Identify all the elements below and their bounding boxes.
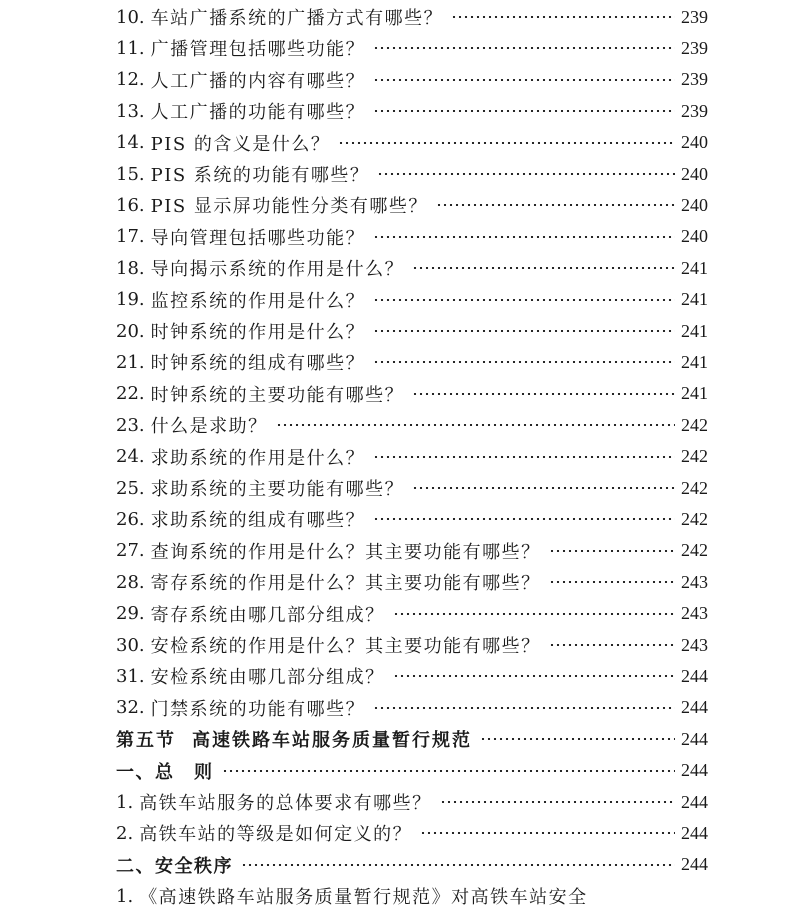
toc-entry-title: 高铁车站服务的总体要求有哪些？ bbox=[139, 793, 432, 814]
toc-entry bbox=[116, 536, 708, 566]
toc-page-number: 239 bbox=[681, 69, 708, 90]
toc-entry-number: 11. bbox=[116, 37, 145, 59]
dot-leader bbox=[276, 424, 675, 426]
toc-entry-number: 29. bbox=[116, 603, 145, 625]
toc-page-number: 244 bbox=[681, 822, 708, 843]
toc-entry-number: 24. bbox=[116, 446, 145, 468]
dot-leader bbox=[373, 707, 675, 709]
toc-entry-title: 车站广播系统的广播方式有哪些？ bbox=[150, 8, 444, 29]
toc-entry-number: 27. bbox=[116, 540, 145, 562]
toc-entry bbox=[116, 473, 708, 503]
toc-entry-title: 高速铁路车站服务质量暂行规范 bbox=[192, 730, 472, 752]
toc-entry-number: 15. bbox=[116, 163, 145, 185]
toc-entry-title: 时钟系统的组成有哪些？ bbox=[150, 353, 366, 375]
toc-entry-number: 1. bbox=[116, 791, 134, 813]
toc-page-number: 241 bbox=[681, 320, 708, 341]
toc-page-number: 242 bbox=[681, 446, 708, 467]
toc-page-number: 241 bbox=[681, 351, 708, 372]
dot-leader bbox=[412, 267, 675, 269]
toc-entry-title: 人工广播的功能有哪些？ bbox=[150, 102, 366, 124]
toc-entry-number: 26. bbox=[116, 508, 145, 530]
toc-entry bbox=[116, 96, 708, 126]
dot-leader bbox=[373, 299, 675, 301]
dot-leader bbox=[549, 644, 675, 646]
toc-entry-title: 时钟系统的作用是什么？ bbox=[150, 322, 366, 343]
toc-entry-title: 门禁系统的功能有哪些？ bbox=[150, 698, 366, 720]
toc-entry bbox=[116, 379, 708, 409]
toc-entry-number: 20. bbox=[116, 320, 145, 342]
toc-entry-title: 监控系统的作用是什么？ bbox=[150, 290, 366, 312]
toc-entry-number: 14. bbox=[116, 132, 145, 154]
toc-entry-number: 25. bbox=[116, 477, 145, 499]
dot-leader bbox=[440, 801, 675, 803]
toc-subsection-heading bbox=[116, 850, 708, 880]
toc-entry-number: 17. bbox=[116, 226, 145, 248]
toc-page-number: 241 bbox=[681, 289, 708, 310]
dot-leader bbox=[480, 738, 675, 740]
toc-entry bbox=[116, 818, 708, 848]
toc-entry-title: PIS 系统的功能有哪些？ bbox=[150, 165, 370, 186]
toc-entry-title: 二、安全秩序 bbox=[116, 855, 233, 877]
toc-entry-title: 导向揭示系统的作用是什么？ bbox=[150, 259, 405, 281]
toc-page-number: 240 bbox=[681, 194, 708, 215]
toc-entry-number: 30. bbox=[116, 634, 145, 656]
toc-entry bbox=[116, 253, 708, 283]
toc-entry-number: 31. bbox=[116, 665, 145, 687]
dot-leader bbox=[373, 518, 675, 520]
toc-page-number: 244 bbox=[681, 760, 708, 781]
toc-entry-title: 时钟系统的主要功能有哪些？ bbox=[150, 384, 405, 406]
toc-entry bbox=[116, 442, 708, 472]
toc-entry-title: 寄存系统由哪几部分组成？ bbox=[150, 604, 385, 626]
toc-entry-number: 1. bbox=[116, 885, 134, 907]
toc-entry-number: 第五节 bbox=[116, 730, 176, 752]
toc-entry-title: 寄存系统的作用是什么？其主要功能有哪些？ bbox=[150, 573, 541, 595]
toc-page-number: 242 bbox=[681, 540, 708, 561]
toc-entry bbox=[116, 222, 708, 252]
toc-page-number: 241 bbox=[681, 257, 708, 278]
toc-page-number: 239 bbox=[681, 100, 708, 121]
toc-entry bbox=[116, 316, 708, 346]
toc-entry bbox=[116, 33, 708, 63]
toc-page-number: 242 bbox=[681, 477, 708, 498]
toc-entry-number: 22. bbox=[116, 383, 145, 405]
toc-entry bbox=[116, 504, 708, 534]
dot-leader bbox=[393, 675, 675, 677]
toc-page-number: 239 bbox=[681, 6, 708, 27]
toc-entry-title: 安检系统的作用是什么？其主要功能有哪些？ bbox=[150, 636, 541, 657]
toc-entry bbox=[116, 881, 708, 911]
toc-entry bbox=[116, 693, 708, 723]
dot-leader bbox=[373, 456, 675, 458]
toc-entry bbox=[116, 285, 708, 315]
toc-page-number: 244 bbox=[681, 665, 708, 686]
dot-leader bbox=[338, 142, 675, 144]
toc-page-number: 244 bbox=[681, 791, 708, 812]
dot-leader bbox=[412, 487, 675, 489]
toc-entry bbox=[116, 2, 708, 32]
toc-entry-number: 19. bbox=[116, 289, 145, 311]
dot-leader bbox=[373, 47, 675, 49]
toc-entry bbox=[116, 347, 708, 377]
toc-page-number: 243 bbox=[681, 571, 708, 592]
toc-entry-title: 查询系统的作用是什么？其主要功能有哪些？ bbox=[150, 541, 541, 563]
dot-leader bbox=[549, 581, 675, 583]
toc-page-number: 242 bbox=[681, 414, 708, 435]
toc-entry-number: 13. bbox=[116, 100, 145, 122]
toc-entry-title: 一、总 则 bbox=[116, 761, 214, 783]
toc-entry-title: 求助系统的主要功能有哪些？ bbox=[150, 479, 405, 500]
toc-page-number: 244 bbox=[681, 728, 708, 749]
toc-entry-title: 什么是求助？ bbox=[150, 416, 268, 438]
toc-entry-title: PIS 显示屏功能性分类有哪些？ bbox=[150, 196, 428, 218]
toc-page-number: 242 bbox=[681, 508, 708, 529]
toc-page-number: 243 bbox=[681, 634, 708, 655]
toc-entry-title: 求助系统的组成有哪些？ bbox=[150, 510, 366, 532]
toc-entry bbox=[116, 599, 708, 629]
dot-leader bbox=[373, 79, 675, 81]
toc-entry-title: 《高速铁路车站服务质量暂行规范》对高铁车站安全 bbox=[139, 887, 588, 909]
dot-leader bbox=[412, 393, 675, 395]
dot-leader bbox=[451, 16, 675, 18]
dot-leader bbox=[241, 864, 675, 866]
toc-entry-number: 18. bbox=[116, 257, 145, 279]
toc-entry bbox=[116, 661, 708, 691]
toc-page-number: 240 bbox=[681, 163, 708, 184]
toc-entry bbox=[116, 410, 708, 440]
dot-leader bbox=[436, 204, 675, 206]
toc-entry-title: 人工广播的内容有哪些？ bbox=[150, 70, 366, 92]
toc-entry bbox=[116, 630, 708, 660]
toc-page-number: 240 bbox=[681, 226, 708, 247]
dot-leader bbox=[420, 832, 675, 834]
toc-page-number: 244 bbox=[681, 854, 708, 875]
dot-leader bbox=[393, 613, 675, 615]
toc-page-number: 243 bbox=[681, 603, 708, 624]
toc-entry-title: 导向管理包括哪些功能？ bbox=[150, 227, 366, 249]
toc-page-number: 244 bbox=[681, 697, 708, 718]
toc-entry-title: PIS 的含义是什么？ bbox=[150, 133, 331, 155]
toc-entry-number: 10. bbox=[116, 6, 145, 28]
dot-leader bbox=[373, 110, 675, 112]
toc-entry bbox=[116, 128, 708, 158]
toc-page-number: 240 bbox=[681, 132, 708, 153]
toc-entry-number: 16. bbox=[116, 194, 145, 216]
toc-page-number: 239 bbox=[681, 37, 708, 58]
toc-entry-title: 广播管理包括哪些功能？ bbox=[150, 39, 366, 61]
toc-entry-number: 23. bbox=[116, 414, 145, 436]
toc-entry-title: 安检系统由哪几部分组成？ bbox=[150, 667, 385, 689]
toc-subsection-heading bbox=[116, 756, 708, 786]
dot-leader bbox=[222, 770, 676, 772]
toc-entry bbox=[116, 159, 708, 189]
toc-entry-title: 高铁车站的等级是如何定义的？ bbox=[139, 824, 413, 846]
toc-entry bbox=[116, 65, 708, 95]
toc-entry-number: 28. bbox=[116, 571, 145, 593]
toc-entry bbox=[116, 567, 708, 597]
toc-entry-number: 32. bbox=[116, 697, 145, 719]
toc-entry bbox=[116, 787, 708, 817]
toc-page-number: 241 bbox=[681, 383, 708, 404]
toc-entry-number: 2. bbox=[116, 822, 134, 844]
toc-section-heading bbox=[116, 724, 708, 754]
dot-leader bbox=[377, 173, 675, 175]
dot-leader bbox=[373, 361, 675, 363]
dot-leader bbox=[373, 236, 675, 238]
toc-entry-number: 21. bbox=[116, 351, 145, 373]
toc-entry-title: 求助系统的作用是什么？ bbox=[150, 447, 366, 469]
toc-entry bbox=[116, 190, 708, 220]
dot-leader bbox=[373, 330, 675, 332]
dot-leader bbox=[549, 550, 675, 552]
toc-entry-number: 12. bbox=[116, 69, 145, 91]
